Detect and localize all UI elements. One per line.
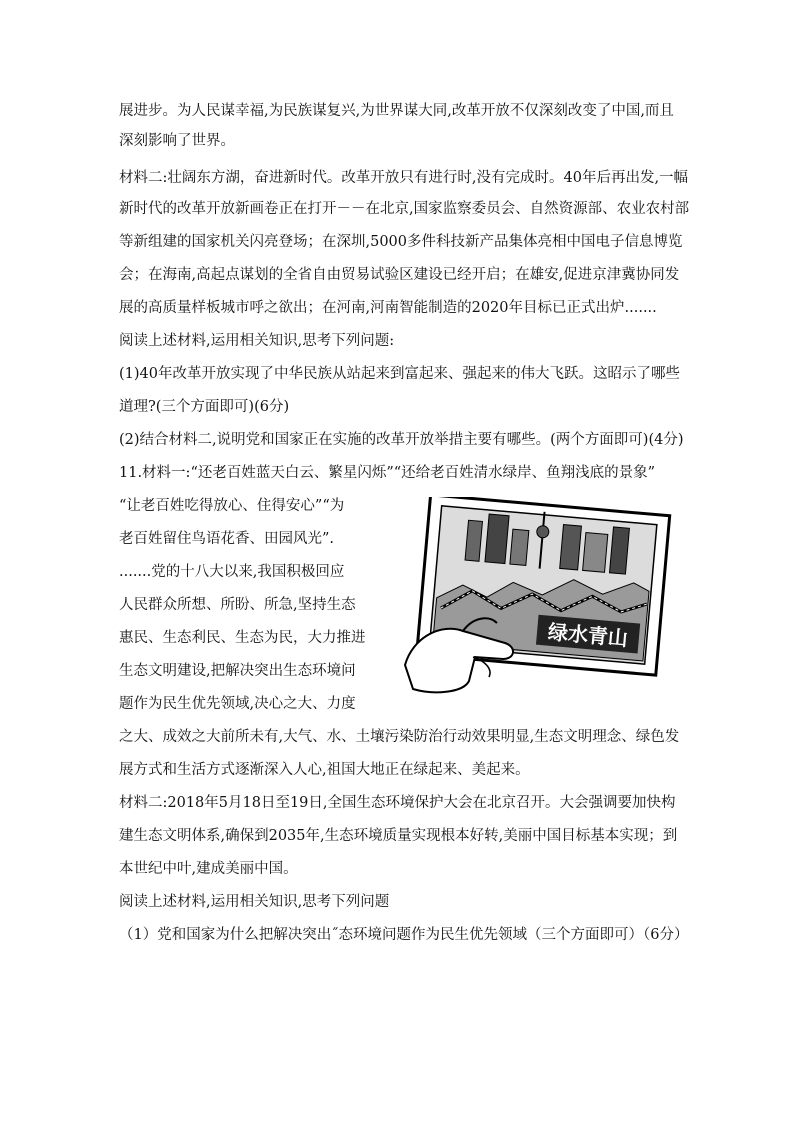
text-line: 人民群众所想、所盼、所急,坚持生态 xyxy=(119,597,356,613)
question-2: (2)结合材料二,说明党和国家正在实施的改革开放举措主要有哪些。(两个方面即可)(4分) xyxy=(119,432,684,448)
illustration-hand-holding-photo xyxy=(393,497,683,697)
text-line: 等新组建的国家机关闪亮登场；在深圳,5000多件科技新产品集体亮相中国电子信息博览 xyxy=(119,234,683,250)
text-line: 本世纪中叶,建成美丽中国。 xyxy=(119,861,298,877)
text-line: 会；在海南,高起点谋划的全省自由贸易试验区建设已经开启；在雄安,促进京津冀协同发 xyxy=(119,267,680,283)
text-line: 展方式和生活方式逐渐深入人心,祖国大地正在绿起来、美起来。 xyxy=(119,762,530,778)
text-line: 建生态文明体系,确保到2035年,生态环境质量实现根本好转,美丽中国目标基本实现；到 xyxy=(119,828,678,844)
question-1-cont: 道理?(三个方面即可)(6分) xyxy=(119,399,290,415)
text-line: .......党的十八大以来,我国积极回应 xyxy=(119,564,345,580)
photo-illustration-icon xyxy=(393,497,683,697)
text-line: 阅读上述材料,运用相关知识,思考下列问题: xyxy=(119,333,395,349)
question-1: (1)40年改革开放实现了中华民族从站起来到富起来、强起来的伟大飞跃。这昭示了哪些 xyxy=(119,366,680,382)
question-11-heading: 11.材料一:“还老百姓蓝天白云、繁星闪烁”“还给老百姓清水绿岸、鱼翔浅底的景象” xyxy=(119,465,656,481)
text-line: 之大、成效之大前所未有,大气、水、土壤污染防治行动效果明显,生态文明理念、绿色发 xyxy=(119,729,680,745)
text-line: 材料二:2018年5月18日至19日,全国生态环境保护大会在北京召开。大会强调要加快构 xyxy=(119,795,676,811)
question-11-1: （1）党和国家为什么把解决突出˝态环境问题作为民生优先领域（三个方面即可）（6分） xyxy=(119,927,689,943)
text-line: 展进步。为人民谋幸福,为民族谋复兴,为世界谋大同,改革开放不仅深刻改变了中国,而且 xyxy=(119,103,674,119)
text-line: 材料二:壮阔东方湖，奋进新时代。改革开放只有进行时,没有完成时。40年后再出发,一幅 xyxy=(119,170,689,186)
text-line: 展的高质量样板城市呼之欲出；在河南,河南智能制造的2020年目标已正式出炉....... xyxy=(119,300,657,316)
text-line: 生态文明建设,把解决突出生态环境问 xyxy=(119,663,356,679)
text-line: 深刻影响了世界。 xyxy=(119,133,235,149)
text-line: 新时代的改革开放新画卷正在打开－－在北京,国家监察委员会、自然资源部、农业农村部 xyxy=(119,201,690,217)
photo-caption: 绿水青山 xyxy=(547,619,629,651)
text-line: 题作为民生优先领域,决心之大、力度 xyxy=(119,696,356,712)
text-line: 惠民、生态利民、生态为民，大力推进 xyxy=(119,630,366,646)
text-line: 老百姓留住鸟语花香、田园风光”. xyxy=(119,531,335,547)
text-line: “让老百姓吃得放心、住得安心”“为 xyxy=(119,498,345,514)
text-line: 阅读上述材料,运用相关知识,思考下列问题 xyxy=(119,894,390,910)
